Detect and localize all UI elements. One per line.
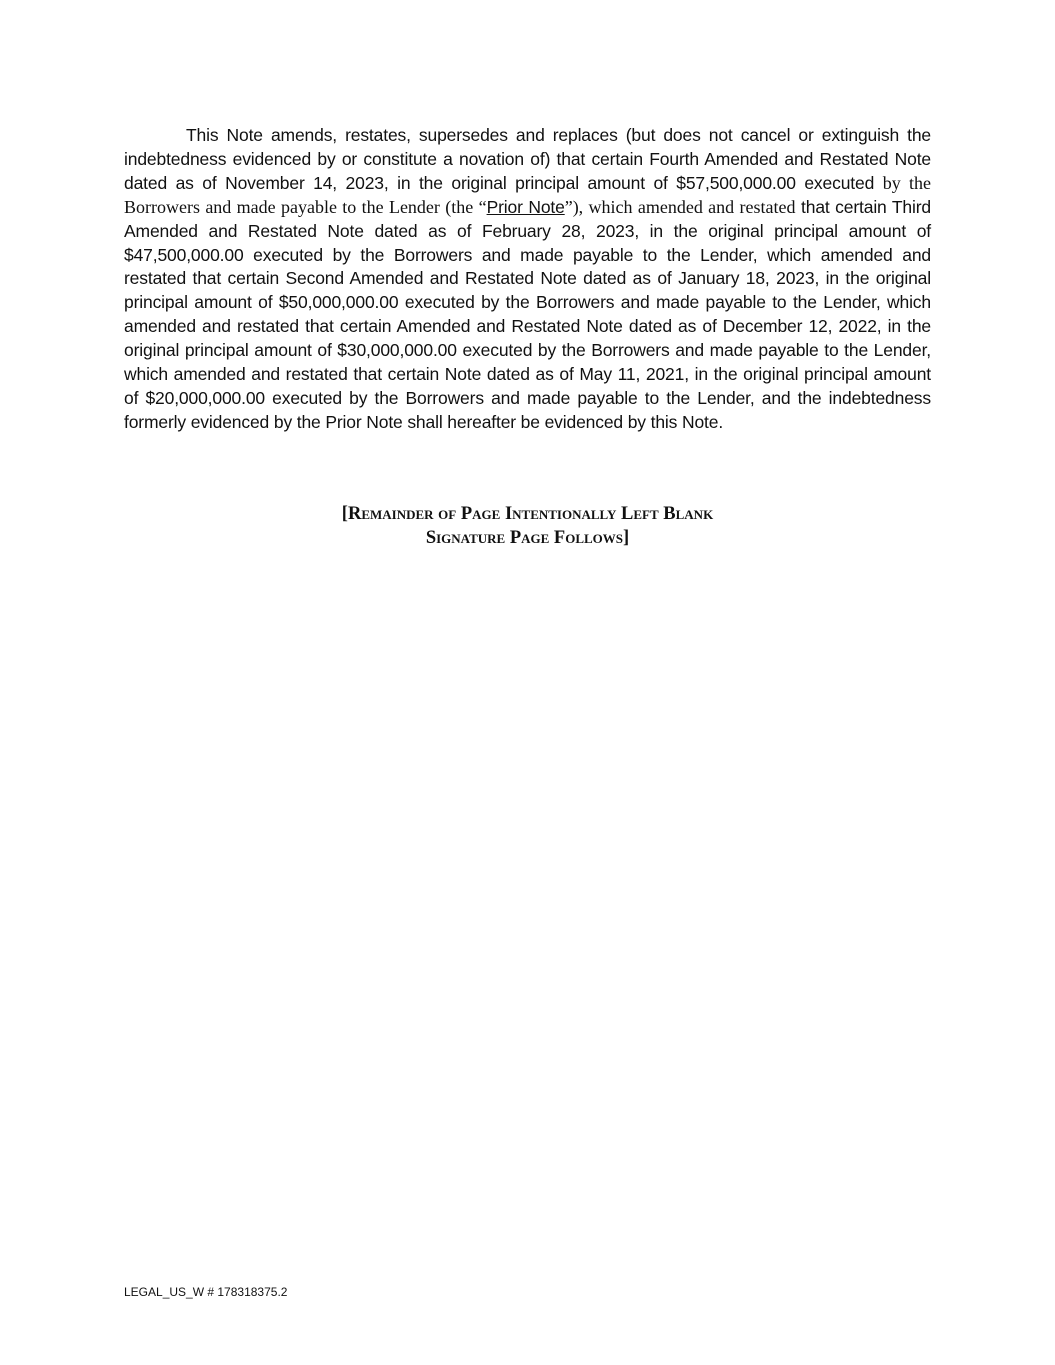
remainder-notice <box>124 503 931 550</box>
defined-term-prior-note: Prior Note <box>486 196 565 217</box>
paragraph-text-part-1: This Note amends, restates, supersedes and replaces (but does not cancel or extinguish the indebtedness evidenced by or constitute a novation of) that certain Fourth Amended and Restated Note dated as of November 14, 2023, in the original principal amount of $57,500,000.00 executed <box>124 125 931 193</box>
paragraph-text-part-2: that certain Third Amended and Restated Note dated as of February 28, 2023, in the original principal amount of $47,500,000.00 executed by the Borrowers and made payable to the Lender, which amended and restated that certain Second Amended and Restated Note dated as of January 18, 2023, in the original principal amount of $50,000,000.00 executed by the Borrowers and made payable to the Lender, which amended and restated that certain Amended and Restated Note dated as of December 12, 2022, in the original principal amount of $30,000,000.00 executed by the Borrowers and made payable to the Lender, which amended and restated that certain Note dated as of May 11, 2021, in the original principal amount of $20,000,000.00 executed by the Borrowers and made payable to the Lender, and the indebtedness formerly evidenced by the Prior Note shall hereafter be evidenced by this Note. <box>124 196 931 432</box>
remainder-notice-line-1: [Remainder of Page Intentionally Left Blank <box>341 504 714 524</box>
remainder-notice-line-2: Signature Page Follows] <box>425 527 630 548</box>
restatement-paragraph <box>124 124 931 435</box>
paragraph-serif-run-before: by the Borrowers and made payable to the Lender (the “ <box>124 172 931 217</box>
paragraph-serif-run-after: ”), which amended and restated <box>564 196 796 217</box>
document-id-footer: LEGAL_US_W # 178318375.2 <box>124 1285 288 1299</box>
